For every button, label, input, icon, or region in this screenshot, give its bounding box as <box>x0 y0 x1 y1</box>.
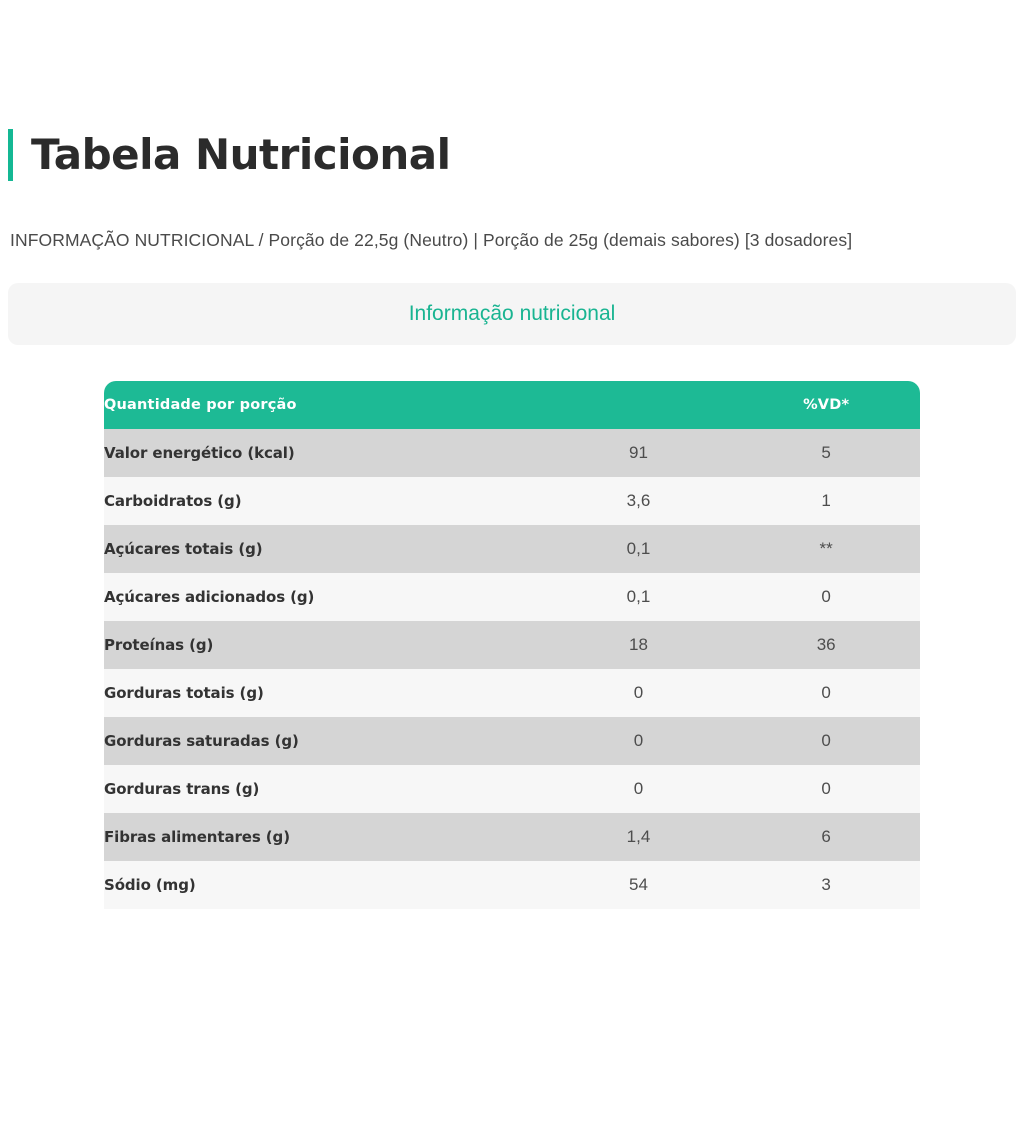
table-row <box>104 669 920 717</box>
table-row <box>104 765 920 813</box>
nutrient-name: Sódio (mg) <box>104 861 545 909</box>
nutrition-table-body <box>104 429 920 909</box>
nutrition-table-wrapper <box>104 381 920 909</box>
nutrient-quantity: 18 <box>545 621 733 669</box>
nutrient-name: Fibras alimentares (g) <box>104 813 545 861</box>
nutrient-name: Carboidratos (g) <box>104 477 545 525</box>
nutrition-table-head <box>104 381 920 429</box>
header-quantity-per-portion: Quantidade por porção <box>104 381 545 429</box>
nutrition-banner <box>8 283 1016 345</box>
nutrition-table <box>104 381 920 909</box>
nutrient-quantity: 0,1 <box>545 525 733 573</box>
nutrient-name: Valor energético (kcal) <box>104 429 545 477</box>
nutrient-quantity: 1,4 <box>545 813 733 861</box>
nutrient-name: Gorduras totais (g) <box>104 669 545 717</box>
table-row <box>104 717 920 765</box>
table-row <box>104 621 920 669</box>
table-row <box>104 813 920 861</box>
nutrient-quantity: 54 <box>545 861 733 909</box>
nutrient-vd: ** <box>732 525 920 573</box>
nutrient-quantity: 3,6 <box>545 477 733 525</box>
title-accent-bar <box>8 129 13 181</box>
page-title: Tabela Nutricional <box>31 130 451 180</box>
nutrient-vd: 1 <box>732 477 920 525</box>
nutrient-name: Açúcares totais (g) <box>104 525 545 573</box>
nutrient-vd: 36 <box>732 621 920 669</box>
table-row <box>104 477 920 525</box>
nutrient-vd: 0 <box>732 573 920 621</box>
nutrient-vd: 0 <box>732 717 920 765</box>
table-row <box>104 429 920 477</box>
nutrient-quantity: 0 <box>545 669 733 717</box>
nutrient-name: Gorduras saturadas (g) <box>104 717 545 765</box>
nutrient-name: Gorduras trans (g) <box>104 765 545 813</box>
nutrient-vd: 5 <box>732 429 920 477</box>
header-value-blank <box>545 381 733 429</box>
table-row <box>104 525 920 573</box>
table-row <box>104 861 920 909</box>
table-header-row <box>104 381 920 429</box>
nutrient-vd: 0 <box>732 669 920 717</box>
nutrient-quantity: 0,1 <box>545 573 733 621</box>
nutrient-quantity: 91 <box>545 429 733 477</box>
nutrition-banner-label: Informação nutricional <box>408 302 616 326</box>
nutrient-name: Açúcares adicionados (g) <box>104 573 545 621</box>
table-row <box>104 573 920 621</box>
nutrient-name: Proteínas (g) <box>104 621 545 669</box>
nutrient-quantity: 0 <box>545 717 733 765</box>
nutrition-subtitle: INFORMAÇÃO NUTRICIONAL / Porção de 22,5g (Neutro) | Porção de 25g (demais sabores) [3 dosadores] <box>10 230 853 251</box>
nutrition-page <box>0 106 1024 1130</box>
nutrient-vd: 3 <box>732 861 920 909</box>
page-title-block <box>0 106 1024 204</box>
nutrient-vd: 0 <box>732 765 920 813</box>
nutrient-quantity: 0 <box>545 765 733 813</box>
header-percent-vd: %VD* <box>732 381 920 429</box>
nutrient-vd: 6 <box>732 813 920 861</box>
